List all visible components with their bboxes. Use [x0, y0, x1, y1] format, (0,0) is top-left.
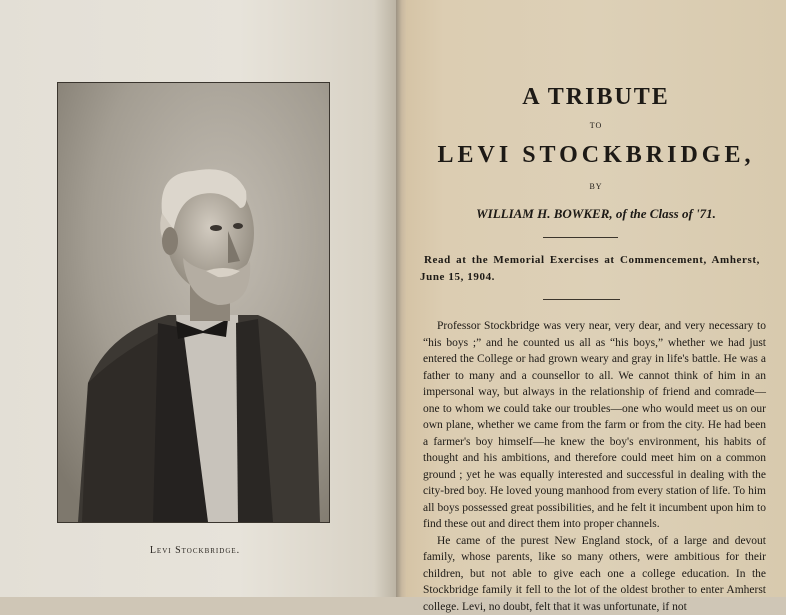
body-text [423, 318, 766, 615]
paragraph: Professor Stockbridge was very near, very dear, and very necessary to “his boys ;” and he counted us all as “his boys,” whether we had just entered the College or had grown weary and gray in life's battle. He was a father to many and a counsellor to all. We cannot think of him in an impersonal way, but always in the relationship of friend and comrade—one to whom we could take our troubles—one who would meet us on our own plane, whether we came from the farm or from the city. He had been a farmer's boy himself—he knew the boy's environment, his habits of thought and his ambitions, and therefore could meet him on a common ground ; yet he was equally interested and successful in dealing with the city-bred boy. He loved young manhood from every station of life. To him all boys possessed great possibilities, and he felt it incumbent upon him to find these out and direct them into proper channels. [423, 318, 766, 533]
portrait-photograph [57, 82, 330, 523]
by-word: BY [406, 182, 786, 191]
subject-name: LEVI STOCKBRIDGE, [406, 142, 786, 169]
paragraph: He came of the purest New England stock, of a large and devout family, whose parents, like so many others, were ambitious for their children, but not able to give each one a college education. In the Stockbridge family it fell to the lot of the oldest brother to enter Amherst college. Levi, no doubt, felt that it was unfortunate, if not [423, 533, 766, 615]
to-word: TO [406, 121, 786, 130]
page-title: A TRIBUTE [406, 84, 786, 111]
portrait-image [58, 83, 329, 522]
portrait-caption: Levi Stockbridge. [0, 545, 390, 556]
subtitle: Read at the Memorial Exercises at Commencement, Amherst, June 15, 1904. [420, 252, 760, 286]
divider-rule [543, 237, 618, 238]
divider-rule [543, 299, 620, 300]
author-line: WILLIAM H. BOWKER, of the Class of '71. [406, 206, 786, 222]
